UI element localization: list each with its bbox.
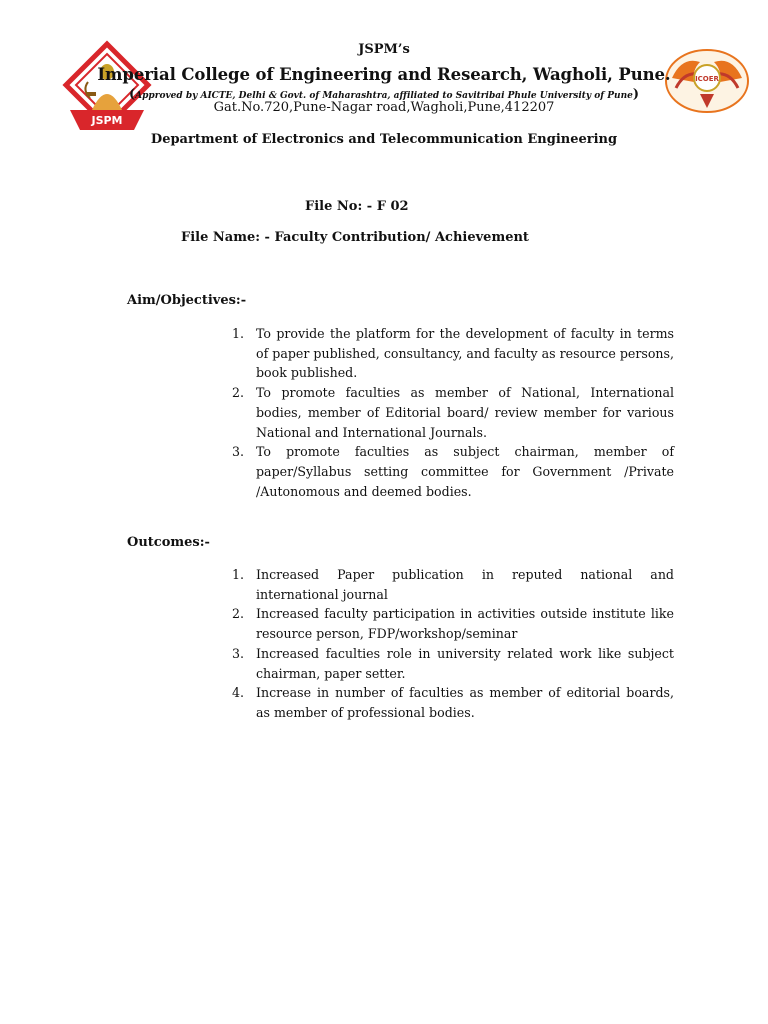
list-item-text: To provide the platform for the development of faculty in terms of paper published, consultancy, and faculty as resource persons, book published. <box>256 326 674 381</box>
aims-list <box>232 324 674 501</box>
approval-text: Approved by AICTE, Delhi & Govt. of Maharashtra, affiliated to Savitribai Phule University of Pune <box>135 91 633 101</box>
list-item-number: 2. <box>232 385 245 401</box>
list-item-text: Increased faculties role in university related work like subject chairman, paper setter. <box>256 645 674 681</box>
list-item <box>232 442 674 501</box>
outcomes-list <box>232 565 674 723</box>
list-item-number: 4. <box>232 685 245 701</box>
list-item-number: 1. <box>232 326 245 341</box>
list-item-number: 3. <box>232 444 245 460</box>
list-item-text: Increased faculty participation in activities outside institute like resource person, FDP/workshop/seminar <box>256 606 674 642</box>
list-item <box>232 683 674 722</box>
list-item <box>232 324 674 383</box>
file-number: File No: - F 02 <box>305 199 409 214</box>
list-item <box>232 565 674 604</box>
list-item <box>232 644 674 683</box>
organization-name: JSPM’s <box>358 42 410 57</box>
outcomes-heading: Outcomes:- <box>127 535 210 550</box>
approval-close-paren: ) <box>632 87 640 102</box>
college-address: Gat.No.720,Pune-Nagar road,Wagholi,Pune,412207 <box>213 100 555 115</box>
list-item-text: To promote faculties as member of National, International bodies, member of Editorial board/ review member for various National and International Journals. <box>256 385 674 440</box>
icoer-logo-text: ICOER <box>695 75 719 83</box>
list-item <box>232 383 674 442</box>
list-item-text: To promote faculties as subject chairman, member of paper/Syllabus setting committee for Government /Private /Autonomous and deemed bodies. <box>256 444 674 499</box>
list-item-text: Increase in number of faculties as member of editorial boards, as member of professional bodies. <box>256 685 674 720</box>
college-name: Imperial College of Engineering and Research, Wagholi, Pune. <box>97 65 671 84</box>
list-item <box>232 604 674 643</box>
list-item-number: 2. <box>232 606 245 622</box>
department-name: Department of Electronics and Telecommunication Engineering <box>150 132 618 147</box>
jspm-logo-text: JSPM <box>91 114 123 127</box>
approval-open-paren: ( <box>128 87 136 102</box>
list-item-number: 1. <box>232 567 245 582</box>
aims-heading: Aim/Objectives:- <box>127 293 247 308</box>
file-name: File Name: - Faculty Contribution/ Achievement <box>181 230 529 245</box>
list-item-text: Increased Paper publication in reputed national and international journal <box>256 567 674 602</box>
list-item-number: 3. <box>232 645 245 661</box>
